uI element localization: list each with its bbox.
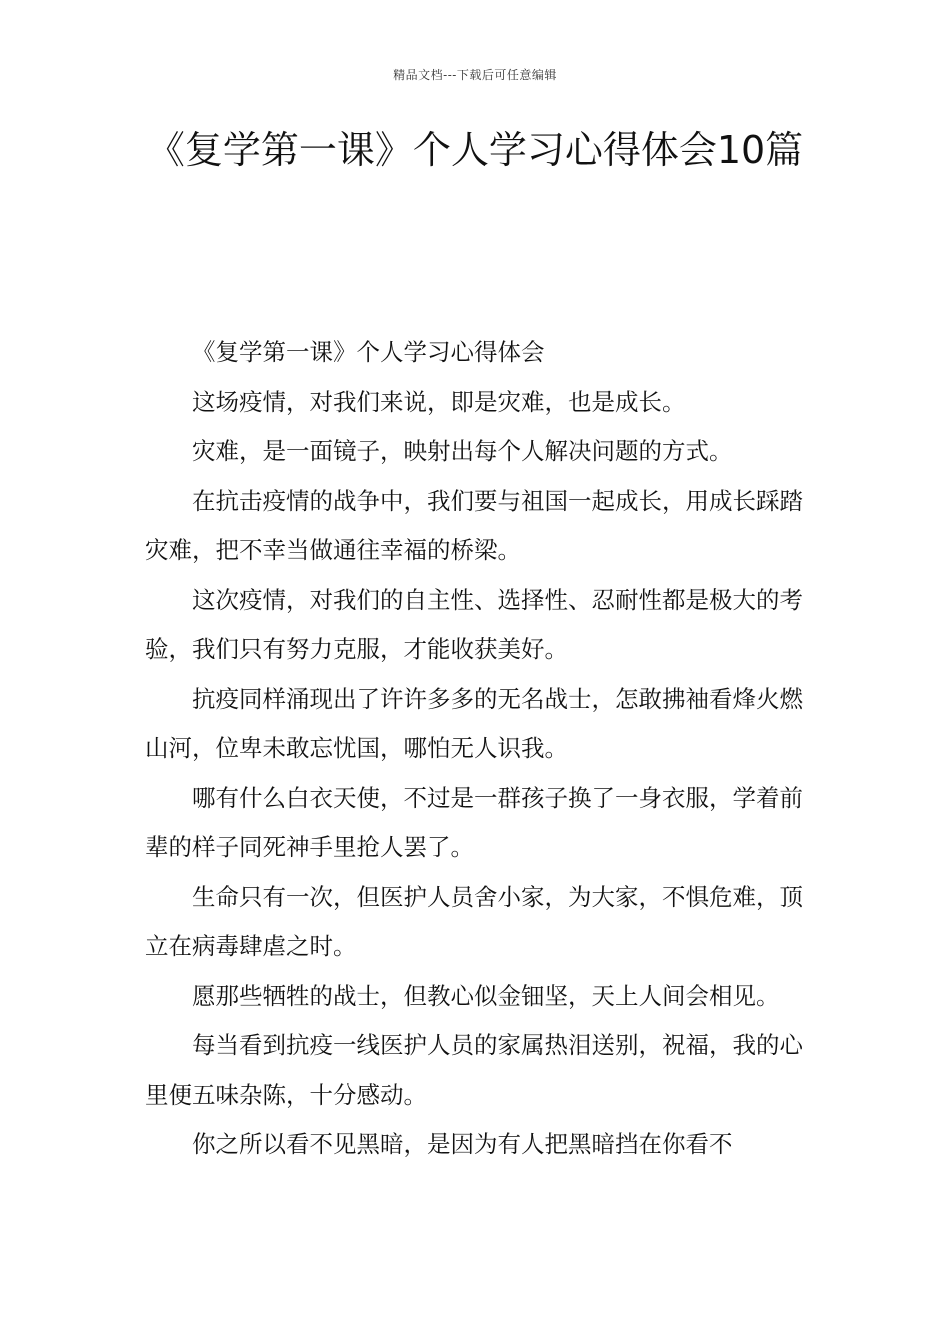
paragraph: 每当看到抗疫一线医护人员的家属热泪送别，祝福，我的心里便五味杂陈，十分感动。 bbox=[145, 1031, 803, 1109]
paragraph: 你之所以看不见黑暗，是因为有人把黑暗挡在你看不 bbox=[192, 1130, 733, 1158]
paragraph-subtitle: 《复学第一课》个人学习心得体会 bbox=[192, 338, 545, 366]
paragraph: 灾难，是一面镜子，映射出每个人解决问题的方式。 bbox=[192, 437, 733, 465]
paragraph: 这场疫情，对我们来说，即是灾难，也是成长。 bbox=[192, 387, 686, 416]
paragraph: 这次疫情，对我们的自主性、选择性、忍耐性都是极大的考验，我们只有努力克服，才能收获美好。 bbox=[145, 585, 803, 663]
document-body bbox=[145, 328, 807, 1170]
paragraph: 生命只有一次，但医护人员舍小家，为大家，不惧危难，顶立在病毒肆虐之时。 bbox=[145, 882, 803, 960]
paragraph: 哪有什么白衣天使，不过是一群孩子换了一身衣服，学着前辈的样子同死神手里抢人罢了。 bbox=[145, 783, 803, 861]
paragraph: 在抗击疫情的战争中，我们要与祖国一起成长，用成长踩踏灾难，把不幸当做通往幸福的桥梁。 bbox=[145, 486, 803, 564]
paragraph: 愿那些牺牲的战士，但教心似金钿坚，天上人间会相见。 bbox=[192, 981, 780, 1010]
document-title: 《复学第一课》个人学习心得体会10篇 bbox=[146, 128, 804, 172]
paragraph: 抗疫同样涌现出了许许多多的无名战士，怎敢拂袖看烽火燃山河，位卑未敢忘忧国，哪怕无人识我。 bbox=[145, 684, 803, 762]
header-note: 精品文档---下载后可任意编辑 bbox=[393, 68, 557, 82]
